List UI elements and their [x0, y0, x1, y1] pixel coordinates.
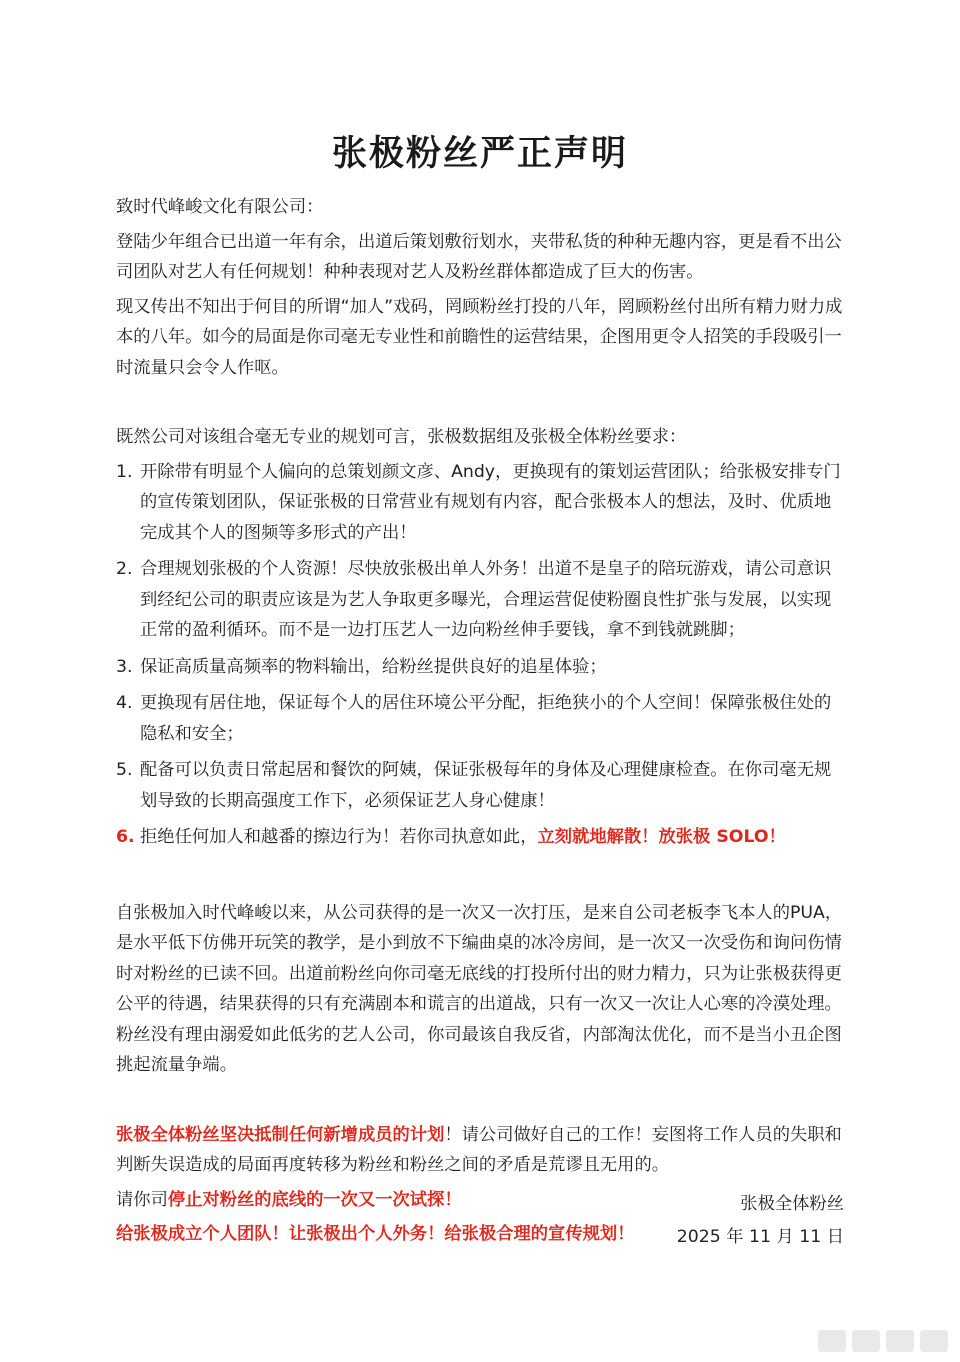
closing-highlight: 张极全体粉丝坚决抵制任何新增成员的计划 [116, 1124, 445, 1145]
demand-text: 更换现有居住地，保证每个人的居住环境公平分配，拒绝狭小的个人空间！保障张极住处的隐私和安全； [140, 693, 832, 744]
history-paragraph: 自张极加入时代峰峻以来，从公司获得的是一次又一次打压，是来自公司老板李飞本人的PUA，是水平低下仿佛开玩笑的教学，是小到放不下编曲桌的冰冷房间，是一次又一次受伤和询问伤情时对粉丝的已读不回。出道前粉丝向你司毫无底线的打投所付出的财力精力，只为让张极获得更公平的待遇，结果获得的只有充满剧本和谎言的出道战，只有一次又一次让人心寒的冷漠处理。粉丝没有理由溺爱如此低劣的艺人公司，你司最该自我反省，内部淘汰优化，而不是当小丑企图挑起流量争端。 [116, 902, 843, 1075]
closing-text: ！请公司做好自己的工作！妄图将工作人员的失职和判断失误造成的局面再度转移为粉丝和粉丝之间的矛盾是荒谬且无用的。 [116, 1124, 842, 1175]
closing-prefix: 请你司 [116, 1189, 168, 1210]
demand-text: 拒绝任何加人和越番的擦边行为！若你司执意如此， [140, 827, 538, 847]
intro-paragraph-2: 现又传出不知出于何目的所谓“加人”戏码，罔顾粉丝打投的八年，罔顾粉丝付出所有精力财力成本的八年。如今的局面是你司毫无专业性和前瞻性的运营结果，企图用更令人招笑的手段吸引一时流量只会令人作呕。 [116, 296, 843, 378]
signature-block [677, 1188, 844, 1254]
demand-item-1 [116, 457, 846, 549]
demand-text: 配备可以负责日常起居和餐饮的阿姨，保证张极每年的身体及心理健康检查。在你司毫无规划导致的长期高强度工作下，必须保证艺人身心健康！ [140, 760, 832, 811]
statement-body [116, 192, 846, 1250]
watermark [818, 1330, 948, 1352]
demand-item-5 [116, 755, 846, 816]
signature-name: 张极全体粉丝 [740, 1194, 844, 1214]
demand-highlight: 立刻就地解散！放张极 SOLO！ [537, 827, 786, 847]
demand-number: 3. [116, 656, 133, 677]
demand-item-4 [116, 688, 846, 749]
demand-number: 2. [116, 559, 133, 579]
statement-title: 张极粉丝严正声明 [331, 134, 628, 174]
closing-paragraph-3: 给张极成立个人团队！让张极出个人外务！给张极合理的宣传规划！ [116, 1224, 635, 1244]
demand-number: 6. [116, 827, 135, 847]
demand-number: 1. [116, 461, 133, 482]
demand-text: 合理规划张极的个人资源！尽快放张极出单人外务！出道不是皇子的陪玩游戏，请公司意识到经纪公司的职责应该是为艺人争取更多曝光，合理运营促使粉圈良性扩张与发展，以实现正常的盈利循环。而不是一边打压艺人一边向粉丝伸手要钱，拿不到钱就跳脚； [140, 559, 832, 640]
demand-text: 开除带有明显个人偏向的总策划颜文彦、Andy，更换现有的策划运营团队；给张极安排专门的宣传策划团队，保证张极的日常营业有规划有内容，配合张极本人的想法，及时、优质地完成其个人的图频等多形式的产出！ [140, 461, 841, 543]
closing-paragraph-1 [116, 1120, 846, 1181]
closing-highlight: 停止对粉丝的底线的一次又一次试探！ [167, 1189, 462, 1210]
salutation: 致时代峰峻文化有限公司： [116, 197, 324, 217]
demand-item-6 [116, 822, 846, 853]
demand-item-3 [116, 652, 846, 683]
demands-intro: 既然公司对该组合毫无专业的规划可言，张极数据组及张极全体粉丝要求： [116, 427, 687, 447]
signature-date: 2025 年 11 月 11 日 [676, 1227, 844, 1247]
demand-item-2 [116, 554, 846, 646]
demand-number: 5. [116, 760, 133, 780]
demand-text: 保证高质量高频率的物料输出，给粉丝提供良好的追星体验； [140, 656, 607, 677]
intro-paragraph-1: 登陆少年组合已出道一年有余，出道后策划敷衍划水，夹带私货的种种无趣内容，更是看不出公司团队对艺人有任何规划！种种表现对艺人及粉丝群体都造成了巨大的伤害。 [116, 231, 842, 282]
demand-number: 4. [116, 693, 133, 713]
